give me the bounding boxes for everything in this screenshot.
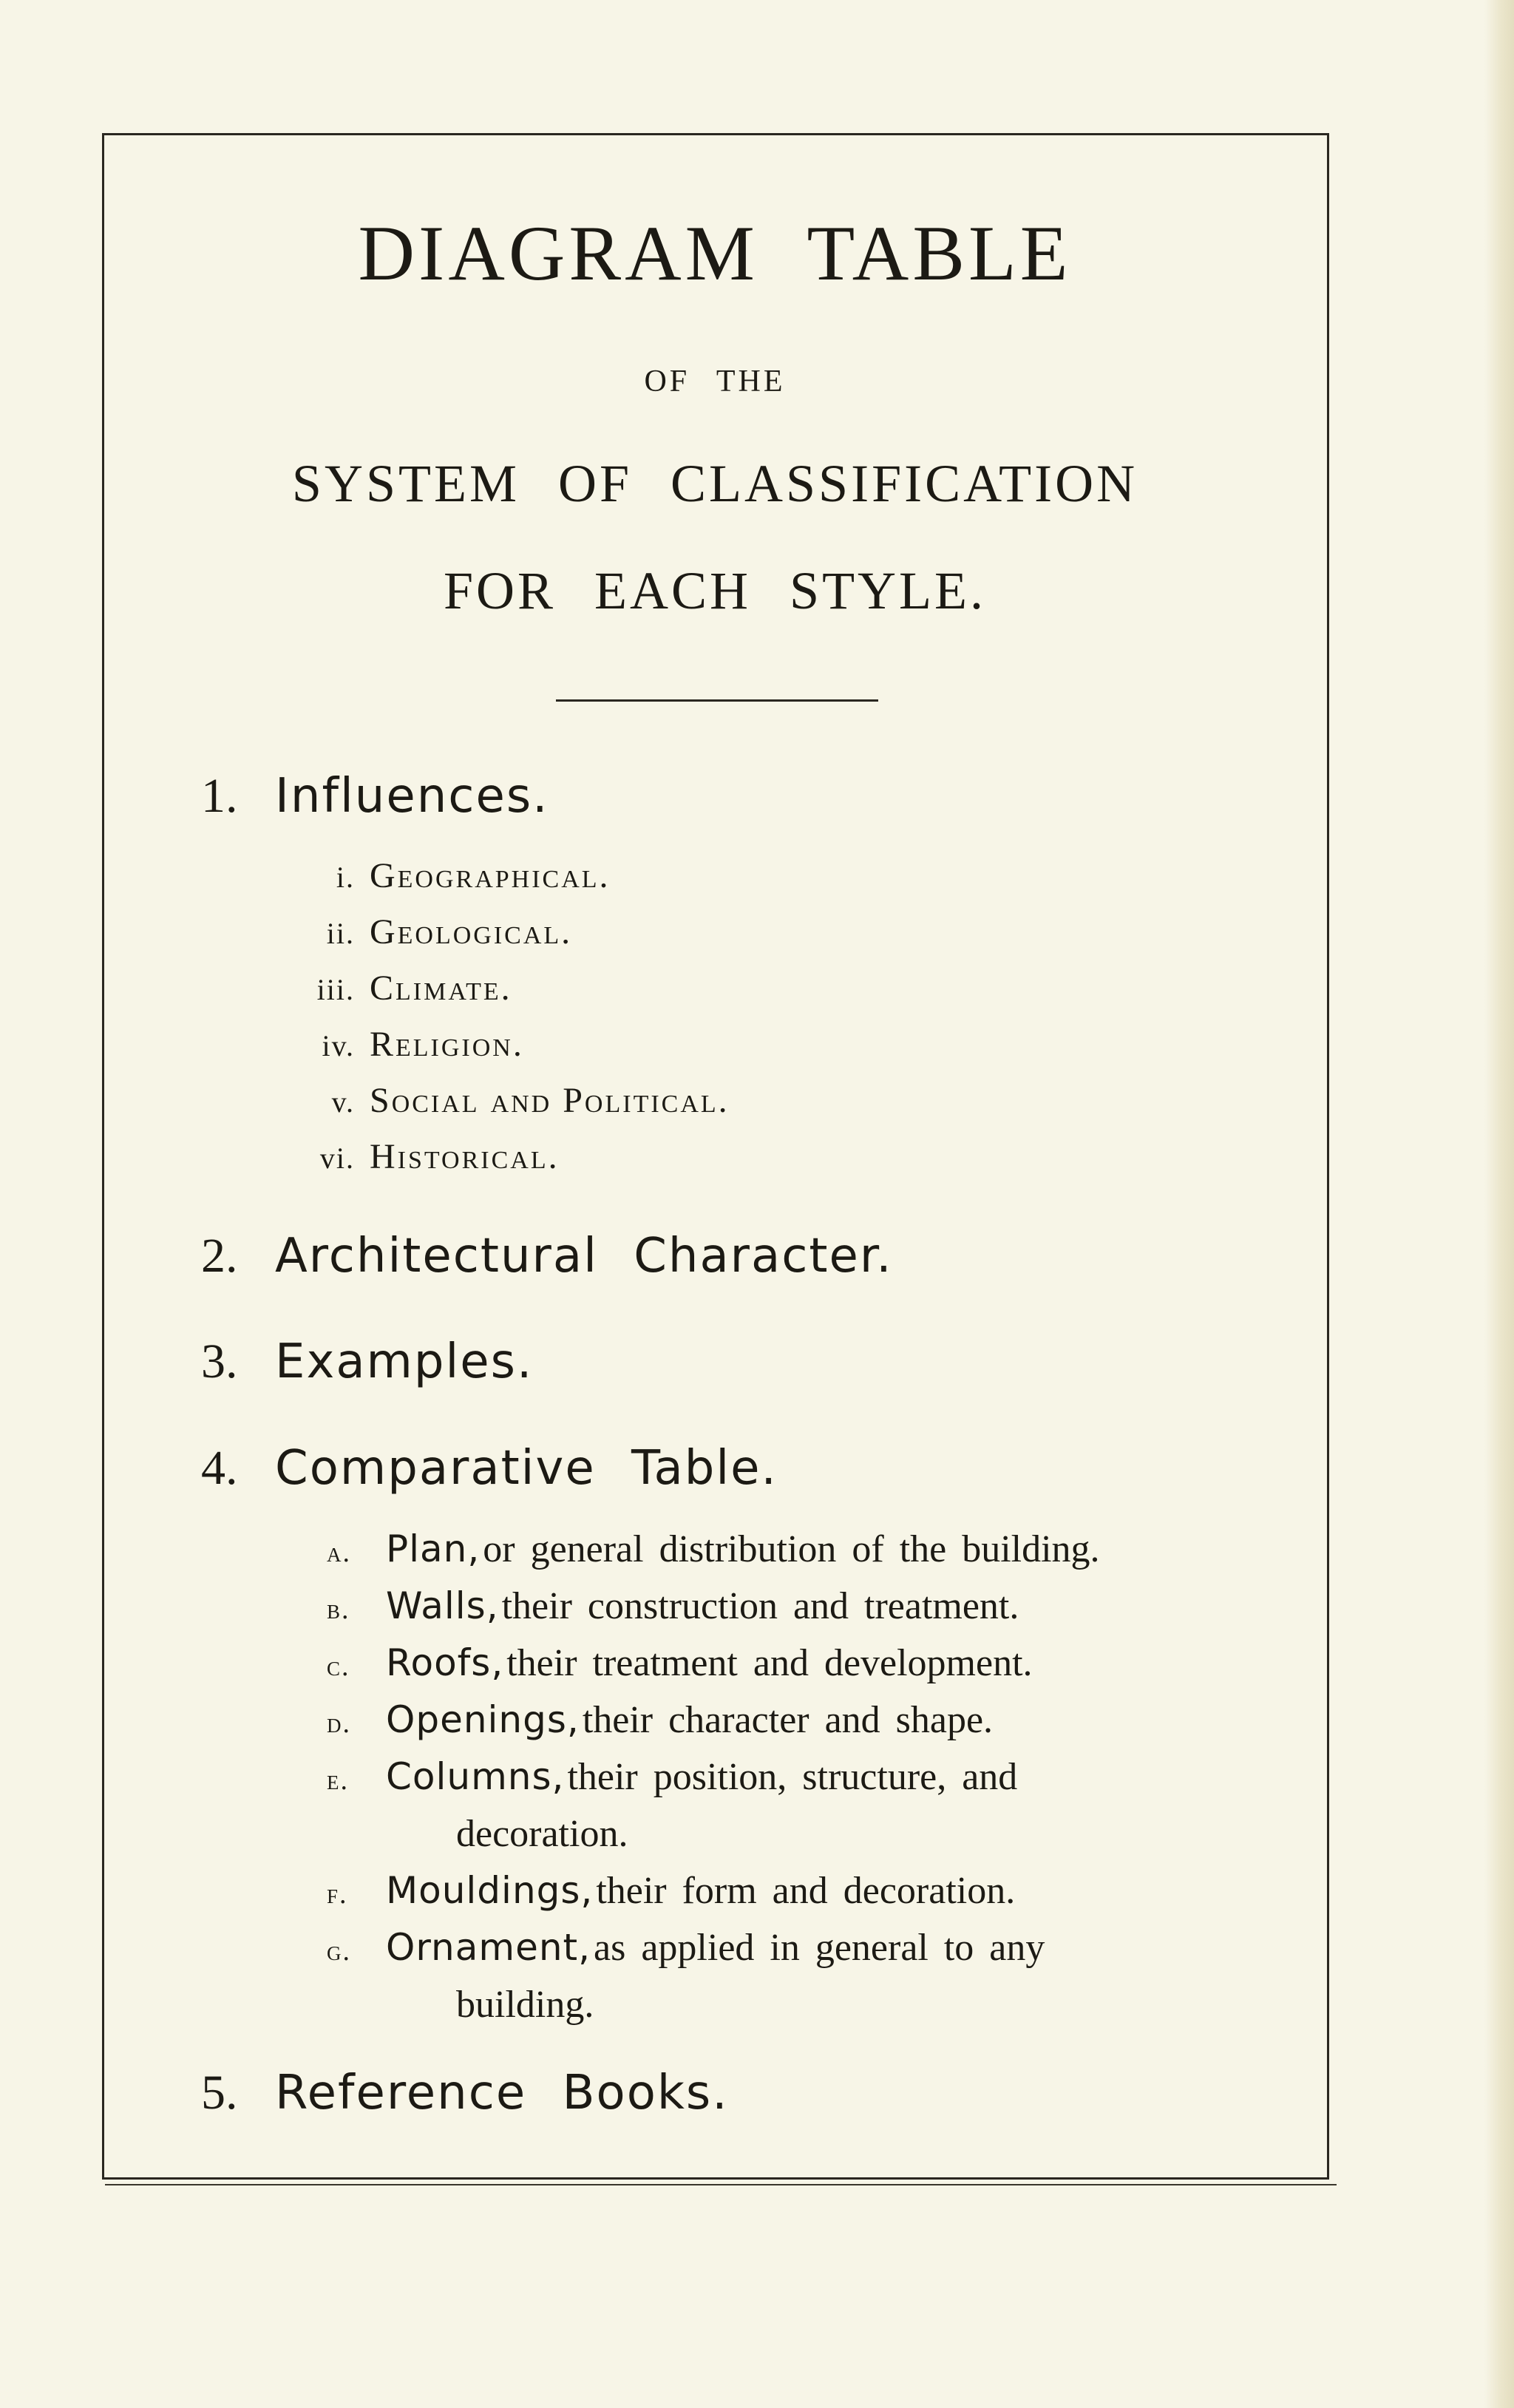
comparative-letter: b. [327,1594,350,1625]
influence-number: i. [336,861,355,894]
influence-label: Social and Political. [370,1081,730,1120]
section-label: Influences. [275,769,549,824]
comparative-continuation: decoration. [456,1813,628,1855]
comparative-description: as applied in general to any [594,1927,1045,1969]
comparative-item [327,1527,1100,1570]
comparative-item [327,1584,1019,1627]
influence-item [288,858,611,894]
section-number: 2. [201,1229,238,1283]
section-number: 4. [201,1441,238,1495]
influence-number: ii. [326,917,355,950]
section-number: 1. [201,769,238,823]
section-label: Architectural Character. [275,1229,893,1283]
influence-item [288,971,512,1006]
section-label: Examples. [275,1334,534,1389]
influence-label: Historical. [370,1137,560,1176]
section-3 [201,1334,534,1389]
section-5 [201,2066,729,2120]
comparative-description: their treatment and development. [506,1642,1033,1684]
influence-label: Climate. [370,969,512,1008]
page-title: DIAGRAM TABLE [358,210,1072,296]
section-label: Comparative Table. [275,1441,778,1496]
influence-item [288,1139,560,1175]
section-label: Reference Books. [275,2066,729,2120]
influence-item [288,912,573,952]
comparative-heading: Roofs, [386,1641,504,1684]
comparative-item [327,1641,1033,1684]
section-4 [201,1441,778,1496]
comparative-letter: f. [327,1879,348,1910]
section-number: 3. [201,1334,238,1388]
influence-number: iv. [322,1029,355,1062]
influence-label: Geological. [370,912,573,952]
influence-number: iii. [316,973,355,1006]
comparative-letter: a. [327,1537,351,1568]
title-divider [556,699,878,702]
comparative-item [327,1698,994,1741]
title-of-the: OF THE [644,364,786,398]
influence-label: Geographical. [370,856,611,895]
comparative-heading: Ornament, [386,1926,591,1969]
comparative-heading: Openings, [386,1698,580,1741]
comparative-item [327,1755,1018,1798]
comparative-description: their construction and treatment. [501,1585,1019,1627]
comparative-continuation: building. [456,1984,594,2026]
comparative-letter: g. [327,1936,351,1967]
comparative-heading: Plan, [386,1527,481,1570]
influence-number: vi. [319,1142,355,1175]
section-number: 5. [201,2066,238,2120]
comparative-letter: e. [327,1765,349,1796]
comparative-description: their character and shape. [582,1699,994,1741]
influence-item [288,1027,524,1062]
comparative-description: or general distribution of the building. [483,1528,1100,1570]
page-edge-shadow [1484,0,1514,2408]
comparative-item [327,1926,1045,1969]
section-2 [201,1229,893,1283]
comparative-item [327,1869,1016,1912]
bottom-rule [105,2184,1337,2185]
comparative-description: their form and decoration. [596,1870,1016,1912]
influence-number: v. [331,1085,355,1119]
title-system-of-classification: SYSTEM OF CLASSIFICATION [291,454,1138,513]
section-1 [201,769,549,824]
title-for-each-style: FOR EACH STYLE. [443,561,987,620]
influence-item [288,1083,730,1119]
comparative-letter: d. [327,1708,351,1739]
comparative-heading: Walls, [386,1584,499,1627]
comparative-description: their position, structure, and [567,1756,1018,1798]
comparative-letter: c. [327,1651,350,1682]
comparative-heading: Mouldings, [386,1869,594,1912]
comparative-heading: Columns, [386,1755,565,1798]
influence-label: Religion. [370,1025,524,1064]
